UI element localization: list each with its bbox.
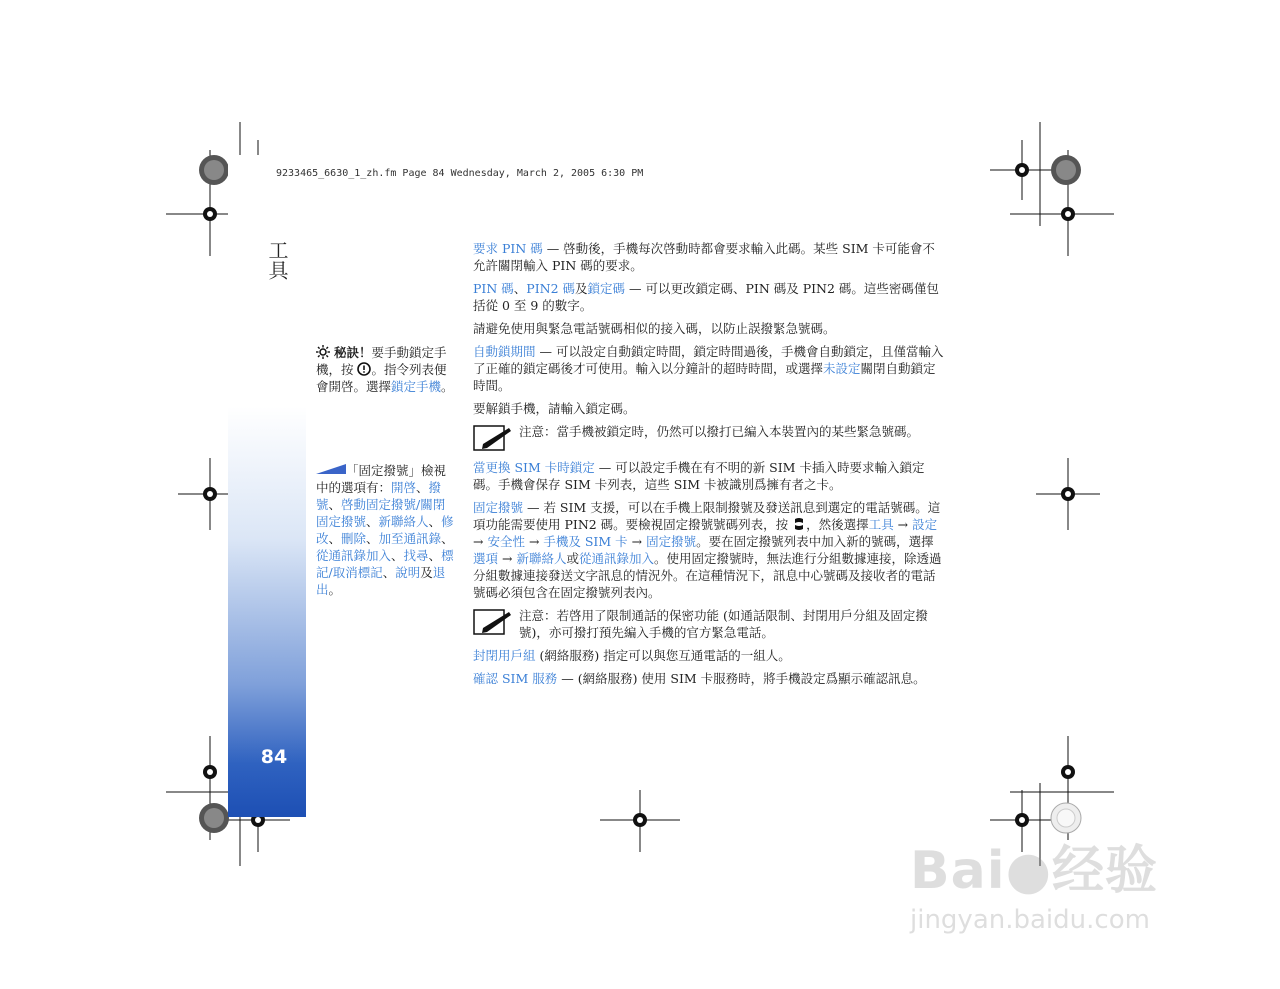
link-new-contact[interactable]: 新聯絡人 <box>516 551 567 566</box>
paragraph-text: — (網絡服務) 使用 SIM 卡服務時，將手機設定爲顯示確認訊息。 <box>557 671 926 686</box>
note-icon <box>473 607 511 637</box>
paragraph-unlock: 要解鎖手機，請輸入鎖定碼。 <box>473 401 636 416</box>
term-fixed-dialing[interactable]: 固定撥號 <box>473 500 524 515</box>
arrow: → <box>893 517 913 532</box>
option-add-to-contacts[interactable]: 加至通訊錄 <box>378 531 442 546</box>
link-not-set[interactable]: 未設定 <box>823 361 861 376</box>
paragraph-autolock <box>473 343 945 394</box>
baidu-watermark <box>910 828 1210 938</box>
term-require-pin[interactable]: 要求 PIN 碼 <box>473 241 543 256</box>
fixed-dial-end: 。 <box>328 582 342 597</box>
separator: 、 <box>513 281 527 296</box>
triangle-marker-icon <box>316 463 346 478</box>
tip-text: 要手動鎖定手機，按 <box>316 345 447 377</box>
path-fixed-dialing[interactable]: 固定撥號 <box>646 534 697 549</box>
watermark-url: jingyan.baidu.com <box>910 905 1150 935</box>
paragraph-text: — 可以更改鎖定碼、PIN 碼及 PIN2 碼。這些密碼僅包括從 0 至 9 的數字。 <box>473 281 939 313</box>
link-add-from-contacts[interactable]: 從通訊錄加入 <box>578 551 654 566</box>
option-add-from-contacts[interactable]: 從通訊錄加入 <box>316 548 392 563</box>
watermark-brand: Bai <box>910 841 1006 901</box>
tip-end: 。 <box>441 379 454 394</box>
paragraph-warning: 請避免使用與緊急電話號碼相似的接入碼，以防止誤撥緊急號碼。 <box>473 321 836 336</box>
paragraph-text: 。要在固定撥號列表中加入新的號碼，選擇 <box>696 534 934 549</box>
paragraph-text: — 若 SIM 支援，可以在手機上限制撥號及發送訊息到選定的電話號碼。這項功能需要使用 PIN2 碼。要檢視固定撥號號碼列表，按 <box>473 500 941 532</box>
paragraph-text: 。使用固定撥號時，無法進行分組數據連接，除透過分組數據連接發送文字訊息的情況外。在這種情況下，訊息中心號碼及接收者的電話號碼必須包含在固定撥號列表內。 <box>473 551 942 600</box>
paragraph-fixed-dialing <box>473 499 945 601</box>
main-content <box>473 240 945 693</box>
tip-box <box>316 344 456 395</box>
arrow: → <box>627 534 647 549</box>
fixed-dialing-options: 「固定撥號」檢視中的選項有：開啓、撥號、啓動固定撥號/關閉固定撥號、新聯絡人、修改、刪除、加至通訊錄、從通訊錄加入、找尋、標記/取消標記、說明及退出。 <box>316 463 454 597</box>
file-header: 9233465_6630_1_zh.fm Page 84 Wednesday, March 2, 2005 6:30 PM <box>276 168 644 179</box>
paragraph-closed-user-group <box>473 647 945 664</box>
paragraph-require-pin <box>473 240 945 274</box>
page-number: 84 <box>260 746 288 768</box>
term-lock-code[interactable]: 鎖定碼 <box>587 281 626 296</box>
option-delete[interactable]: 刪除 <box>341 531 367 546</box>
arrow: → <box>498 551 517 566</box>
section-title: 工具 <box>265 240 289 280</box>
watermark-brand-suffix: 经验 <box>1051 841 1158 901</box>
connector: 或 <box>566 551 579 566</box>
note-icon <box>473 423 511 453</box>
option-open[interactable]: 開啓 <box>391 480 417 495</box>
option-find[interactable]: 找尋 <box>403 548 429 563</box>
path-settings[interactable]: 設定 <box>912 517 938 532</box>
connector: 及 <box>420 565 433 580</box>
option-exit[interactable]: 退出 <box>316 565 446 597</box>
term-closed-user-group[interactable]: 封閉用戶組 <box>473 648 536 663</box>
term-confirm-sim-services[interactable]: 確認 SIM 服務 <box>473 671 558 686</box>
separator: 及 <box>575 281 588 296</box>
note-box <box>473 607 945 641</box>
lock-phone-link[interactable]: 鎖定手機 <box>391 379 442 394</box>
paragraph-text: — 可以設定手機在有不明的新 SIM 卡插入時要求輸入鎖定碼。手機會保存 SIM 卡列表，這些 SIM 卡被識別爲擁有者之卡。 <box>473 460 925 492</box>
fixed-dial-intro: 「固定撥號」檢視中的選項有： <box>316 463 447 495</box>
option-call[interactable]: 撥號 <box>316 480 442 512</box>
paragraph-text: — 可以設定自動鎖定時間，鎖定時間過後，手機會自動鎖定，且僅當輸入了正確的鎖定碼後才可使用。輸入以分鐘計的超時時間，或選擇 <box>473 344 944 376</box>
tip-label: 秘訣！ <box>333 345 372 360</box>
menu-key-icon <box>792 517 806 532</box>
option-mark-unmark[interactable]: 標記/取消標記 <box>316 548 454 580</box>
link-options[interactable]: 選項 <box>473 551 499 566</box>
power-key-icon <box>357 362 371 377</box>
lightbulb-icon <box>316 345 334 360</box>
paragraph-text: — 啓動後，手機每次啓動時都會要求輸入此碼。某些 SIM 卡可能會不允許關閉輸入 PIN 碼的要求。 <box>473 241 935 273</box>
option-help[interactable]: 說明 <box>395 565 421 580</box>
term-pin2-code[interactable]: PIN2 碼 <box>526 281 575 296</box>
tip-text: 。指令列表便會開啓。選擇 <box>316 362 447 394</box>
option-toggle-fixed-dial[interactable]: 啓動固定撥號/關閉固定撥號 <box>316 497 446 529</box>
note-box <box>473 423 945 453</box>
term-autolock-period[interactable]: 自動鎖期間 <box>473 344 536 359</box>
term-pin-code[interactable]: PIN 碼 <box>473 281 514 296</box>
arrow: → <box>524 534 544 549</box>
paragraph-text: 關閉自動鎖定時間。 <box>473 361 936 393</box>
path-phone-and-sim[interactable]: 手機及 SIM 卡 <box>543 534 628 549</box>
paw-icon: ● <box>1005 841 1052 901</box>
paragraph-confirm-sim <box>473 670 945 687</box>
note-text: 注意：當手機被鎖定時，仍然可以撥打已編入本裝置內的某些緊急號碼。 <box>519 424 920 439</box>
option-new-contact[interactable]: 新聯絡人 <box>378 514 429 529</box>
paragraph-text: (網絡服務) 指定可以與您互通電話的一組人。 <box>535 648 791 663</box>
note-text: 注意：若啓用了限制通話的保密功能 (如通話限制、封閉用戶分組及固定撥號)，亦可撥打預先編入手機的官方緊急電話。 <box>519 608 928 640</box>
arrow: → <box>473 534 488 549</box>
paragraph-text: ，然後選擇 <box>806 517 869 532</box>
option-edit[interactable]: 修改 <box>316 514 454 546</box>
paragraph-sim-change <box>473 459 945 493</box>
term-lock-on-sim-change[interactable]: 當更換 SIM 卡時鎖定 <box>473 460 595 475</box>
paragraph-codes <box>473 280 945 314</box>
path-security[interactable]: 安全性 <box>487 534 525 549</box>
path-tools[interactable]: 工具 <box>868 517 894 532</box>
